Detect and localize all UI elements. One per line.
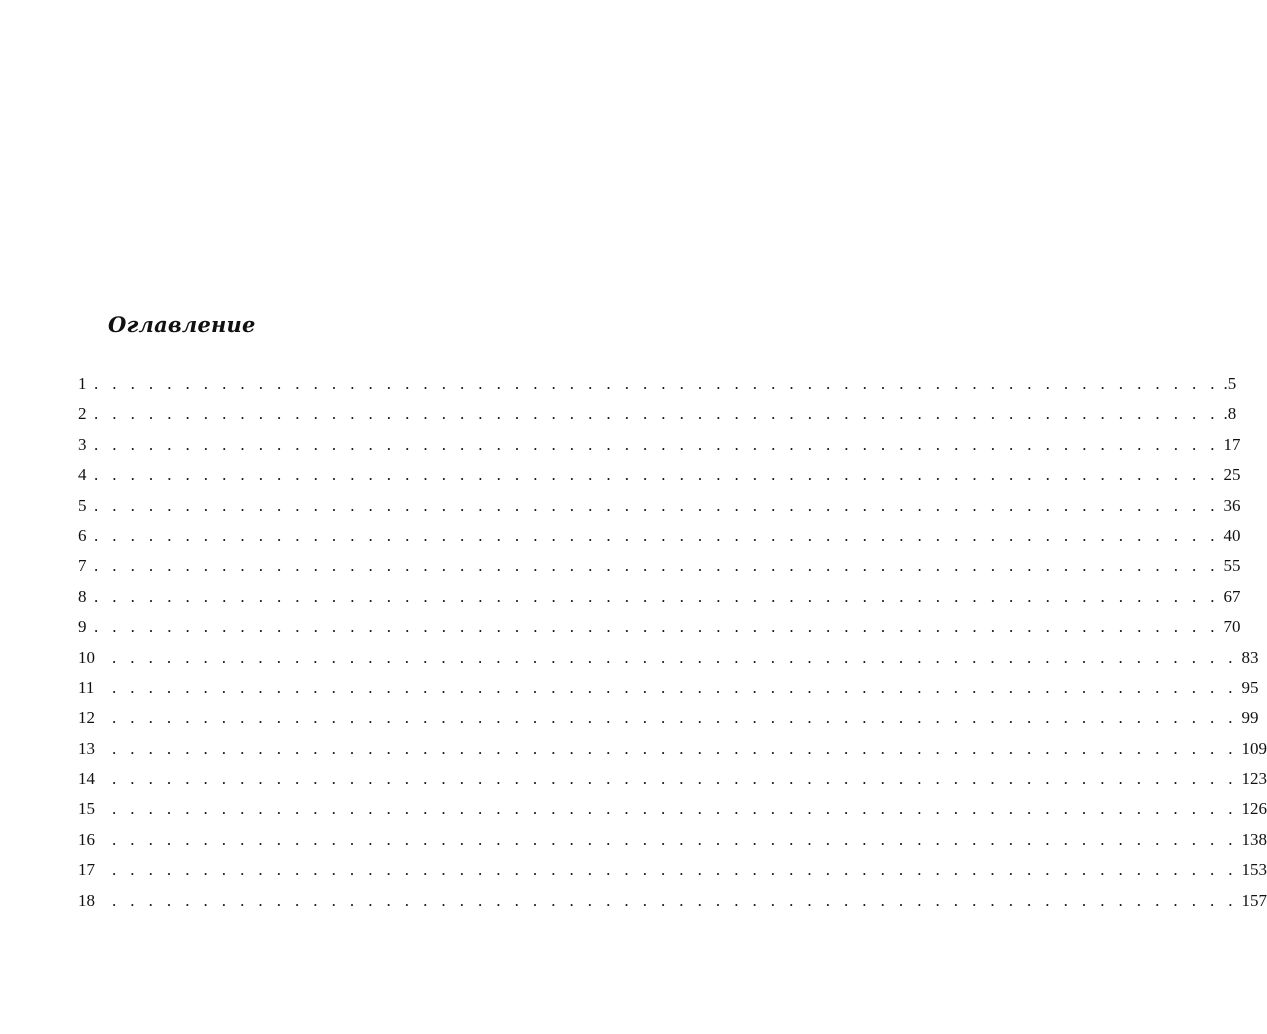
toc-dot-leader: . . . . . . . . . . . . . . . . . . . . . . . . . . . . . . . . . . . . . . . . . . . . . . . . . . . . . . . . . . . . . . bbox=[94, 495, 1220, 515]
toc-entry-number: 4 bbox=[78, 465, 87, 485]
toc-entry-number: 8 bbox=[78, 586, 87, 606]
toc-dot-leader: . . . . . . . . . . . . . . . . . . . . . . . . . . . . . . . . . . . . . . . . . . . . . . . . . . . . . . . . . . . . . . bbox=[94, 586, 1220, 606]
toc-entry-page: 123 bbox=[1241, 769, 1267, 789]
toc-entry-page: 126 bbox=[1241, 799, 1267, 819]
toc-dot-leader: . . . . . . . . . . . . . . . . . . . . . . . . . . . . . . . . . . . . . . . . . . . . . . . . . . . . . . . . . . . . . . bbox=[112, 829, 1238, 849]
toc-title: Оглавление bbox=[108, 312, 256, 337]
toc-entry-page: 25 bbox=[1223, 465, 1241, 485]
toc-entry-page: 67 bbox=[1223, 586, 1241, 606]
toc-entry bbox=[78, 463, 1241, 493]
toc-dot-leader: . . . . . . . . . . . . . . . . . . . . . . . . . . . . . . . . . . . . . . . . . . . . . . . . . . . . . . . . . . . . . . bbox=[94, 374, 1220, 393]
toc-entry bbox=[78, 554, 1241, 584]
toc-entry bbox=[78, 646, 1259, 676]
toc-entry-page: 40 bbox=[1223, 525, 1241, 545]
toc-entry-page: 99 bbox=[1241, 708, 1259, 728]
toc-entry bbox=[78, 494, 1241, 524]
toc-dot-leader: . . . . . . . . . . . . . . . . . . . . . . . . . . . . . . . . . . . . . . . . . . . . . . . . . . . . . . . . . . . . . . bbox=[112, 860, 1238, 880]
toc-entry-page: 138 bbox=[1241, 829, 1267, 849]
toc-entry bbox=[78, 585, 1241, 615]
toc-entry bbox=[78, 858, 1267, 888]
toc-entry bbox=[78, 737, 1267, 767]
toc-dot-leader: . . . . . . . . . . . . . . . . . . . . . . . . . . . . . . . . . . . . . . . . . . . . . . . . . . . . . . . . . . . . . . bbox=[112, 799, 1238, 819]
toc-dot-leader: . . . . . . . . . . . . . . . . . . . . . . . . . . . . . . . . . . . . . . . . . . . . . . . . . . . . . . . . . . . . . . bbox=[112, 677, 1238, 697]
toc-entry-number: 17 bbox=[78, 860, 95, 880]
toc-dot-leader: . . . . . . . . . . . . . . . . . . . . . . . . . . . . . . . . . . . . . . . . . . . . . . . . . . . . . . . . . . . . . . bbox=[112, 769, 1238, 789]
toc-entry-number: 1 bbox=[78, 374, 87, 393]
toc-entry-page: .5 bbox=[1223, 374, 1237, 393]
toc-entry-number: 7 bbox=[78, 556, 87, 576]
toc-entry bbox=[78, 676, 1259, 706]
toc-entry bbox=[78, 828, 1267, 858]
toc-dot-leader: . . . . . . . . . . . . . . . . . . . . . . . . . . . . . . . . . . . . . . . . . . . . . . . . . . . . . . . . . . . . . . bbox=[94, 617, 1220, 637]
toc-entry-number: 12 bbox=[78, 708, 95, 728]
toc-dot-leader: . . . . . . . . . . . . . . . . . . . . . . . . . . . . . . . . . . . . . . . . . . . . . . . . . . . . . . . . . . . . . . bbox=[94, 465, 1220, 485]
toc-dot-leader: . . . . . . . . . . . . . . . . . . . . . . . . . . . . . . . . . . . . . . . . . . . . . . . . . . . . . . . . . . . . . . bbox=[112, 890, 1238, 910]
toc-entry bbox=[78, 706, 1259, 736]
toc-entry-page: 83 bbox=[1241, 647, 1259, 667]
toc-entry-number: 5 bbox=[78, 495, 87, 515]
toc-entry-number: 2 bbox=[78, 404, 87, 424]
toc-entry bbox=[78, 767, 1267, 797]
toc-entry-page: 157 bbox=[1241, 890, 1267, 910]
toc-entry bbox=[78, 889, 1267, 919]
toc-entry-page: 95 bbox=[1241, 677, 1259, 697]
toc-entry-number: 13 bbox=[78, 738, 95, 758]
toc-entry bbox=[78, 615, 1241, 645]
toc-entry-page: 109 bbox=[1241, 738, 1267, 758]
toc-entry-number: 14 bbox=[78, 769, 95, 789]
toc-dot-leader: . . . . . . . . . . . . . . . . . . . . . . . . . . . . . . . . . . . . . . . . . . . . . . . . . . . . . . . . . . . . . . bbox=[112, 708, 1238, 728]
toc-entry bbox=[78, 402, 1237, 432]
toc-dot-leader: . . . . . . . . . . . . . . . . . . . . . . . . . . . . . . . . . . . . . . . . . . . . . . . . . . . . . . . . . . . . . . bbox=[112, 647, 1238, 667]
toc-entry-page: 17 bbox=[1223, 434, 1241, 454]
toc-dot-leader: . . . . . . . . . . . . . . . . . . . . . . . . . . . . . . . . . . . . . . . . . . . . . . . . . . . . . . . . . . . . . . bbox=[94, 404, 1220, 424]
toc-entry-page: 55 bbox=[1223, 556, 1241, 576]
toc-entry bbox=[78, 797, 1267, 827]
toc-dot-leader: . . . . . . . . . . . . . . . . . . . . . . . . . . . . . . . . . . . . . . . . . . . . . . . . . . . . . . . . . . . . . . bbox=[112, 738, 1238, 758]
toc-entry bbox=[78, 433, 1241, 463]
toc-entry-page: 36 bbox=[1223, 495, 1241, 515]
toc-entry-page: 153 bbox=[1241, 860, 1267, 880]
toc-entry-number: 11 bbox=[78, 677, 95, 697]
toc-entry-page: 70 bbox=[1223, 617, 1241, 637]
toc-dot-leader: . . . . . . . . . . . . . . . . . . . . . . . . . . . . . . . . . . . . . . . . . . . . . . . . . . . . . . . . . . . . . . bbox=[94, 556, 1220, 576]
toc-entry bbox=[78, 524, 1241, 554]
toc-entry-number: 10 bbox=[78, 647, 95, 667]
toc-dot-leader: . . . . . . . . . . . . . . . . . . . . . . . . . . . . . . . . . . . . . . . . . . . . . . . . . . . . . . . . . . . . . . bbox=[94, 434, 1220, 454]
toc-entry-number: 16 bbox=[78, 829, 95, 849]
toc-entry-number: 9 bbox=[78, 617, 87, 637]
toc-entry bbox=[78, 372, 1237, 402]
toc-entry-page: .8 bbox=[1223, 404, 1237, 424]
toc-entry-number: 15 bbox=[78, 799, 95, 819]
toc-entry-number: 18 bbox=[78, 890, 95, 910]
toc-entry-number: 3 bbox=[78, 434, 87, 454]
toc-dot-leader: . . . . . . . . . . . . . . . . . . . . . . . . . . . . . . . . . . . . . . . . . . . . . . . . . . . . . . . . . . . . . . bbox=[94, 525, 1220, 545]
toc-entry-number: 6 bbox=[78, 525, 87, 545]
toc-list bbox=[78, 372, 1267, 919]
